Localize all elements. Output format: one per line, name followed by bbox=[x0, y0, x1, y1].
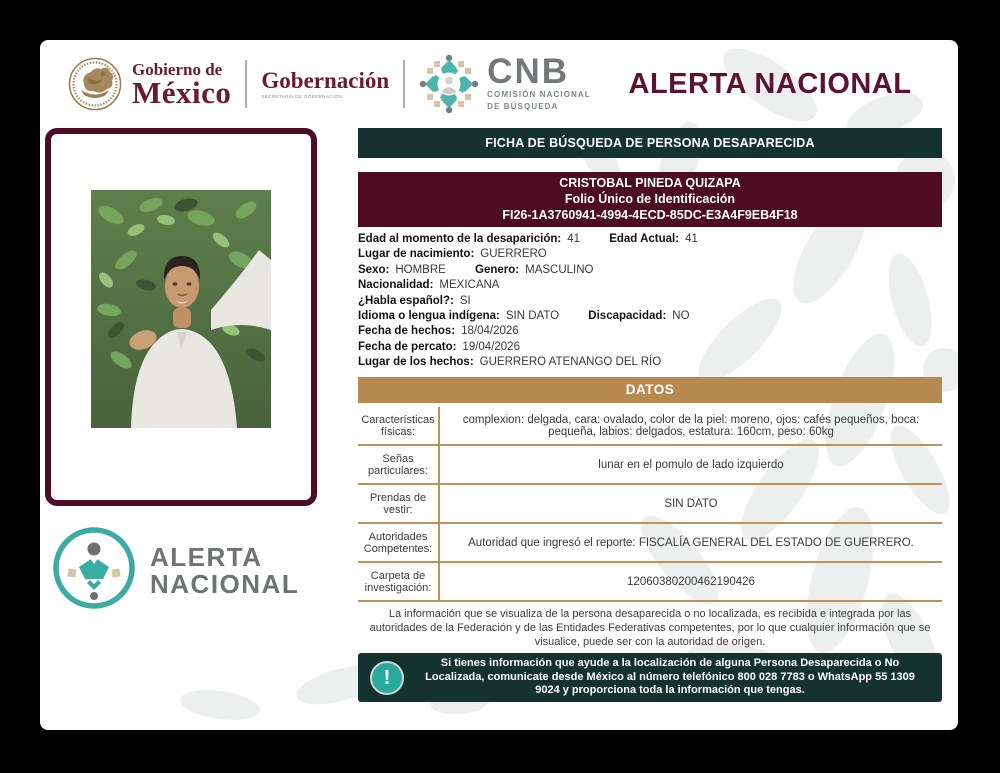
gobierno-logo-line2: México bbox=[132, 75, 232, 110]
exclamation-icon: ! bbox=[370, 661, 404, 695]
label-discapacidad: Discapacidad: bbox=[588, 310, 667, 323]
value-edad-actual: 41 bbox=[685, 233, 698, 245]
missing-person-photo bbox=[91, 190, 271, 428]
ficha-card bbox=[40, 40, 958, 730]
contact-alert-text: Si tienes información que ayude a la localización de alguna Persona Desaparecida o No Localizada, comunicate desde México al número telefónico 800 028 7783 o WhatsApp 55 1309 9024 y proporciona toda la información que tengas. bbox=[425, 657, 915, 697]
detail-line bbox=[358, 340, 942, 355]
gobernacion-title: Gobernación bbox=[261, 68, 390, 93]
table-row bbox=[358, 485, 942, 524]
detail-line bbox=[358, 247, 942, 262]
alerta-nacional-logo bbox=[52, 526, 352, 610]
alerta-logo-line2: NACIONAL bbox=[150, 569, 300, 599]
detail-line bbox=[358, 309, 942, 324]
cnb-org-line2: DE BÚSQUEDA bbox=[487, 102, 559, 111]
value-sexo: HOMBRE bbox=[395, 263, 446, 276]
gobierno-logo-line1: Gobierno de bbox=[132, 60, 223, 79]
detail-line bbox=[358, 294, 942, 309]
person-name-bar bbox=[358, 172, 942, 227]
row-label-prendas: Prendas de vestir: bbox=[358, 485, 440, 522]
detail-line bbox=[358, 355, 942, 370]
label-idioma-indigena: Idioma o lengua indígena: bbox=[358, 310, 500, 323]
disclaimer-text: La información que se visualiza de la persona desaparecida o no localizada, es recibida e integrada por las autoridades de la Federación y de las Entidades Federativas competentes, por lo que cualquier información que se visualice, puede ser con la autoridad de origen. bbox=[369, 608, 931, 648]
header bbox=[40, 40, 958, 128]
detail-line bbox=[358, 232, 942, 247]
ficha-title-bar: FICHA DE BÚSQUEDA DE PERSONA DESAPARECIDA bbox=[358, 128, 942, 158]
label-fecha-percato: Fecha de percato: bbox=[358, 340, 457, 353]
gobernacion-logo bbox=[261, 69, 389, 99]
cnb-people-icon bbox=[419, 54, 479, 114]
row-value-prendas: SIN DATO bbox=[664, 497, 718, 510]
gobierno-de-mexico-logo bbox=[68, 57, 231, 111]
datos-header-bar: DATOS bbox=[358, 377, 942, 403]
header-divider bbox=[403, 60, 405, 108]
detail-line bbox=[358, 278, 942, 293]
mexico-eagle-seal-icon bbox=[68, 57, 122, 111]
value-fecha-percato: 19/04/2026 bbox=[462, 340, 520, 353]
gobierno-logo-text bbox=[132, 60, 232, 110]
table-row bbox=[358, 446, 942, 485]
value-habla-espanol: SI bbox=[459, 294, 471, 307]
alerta-logo-line1: ALERTA bbox=[150, 542, 263, 572]
contact-alert-box bbox=[358, 653, 942, 702]
gobernacion-subtitle: SECRETARÍA DE GOBERNACIÓN bbox=[261, 94, 343, 99]
value-nacionalidad: MEXICANA bbox=[439, 279, 500, 292]
folio-value: FI26-1A3760941-4994-4ECD-85DC-E3A4F9EB4F18 bbox=[502, 208, 798, 222]
label-lugar-nacimiento: Lugar de nacimiento: bbox=[358, 248, 475, 261]
page-title: ALERTA NACIONAL bbox=[628, 68, 912, 100]
cnb-org-line1: COMISIÓN NACIONAL bbox=[487, 90, 591, 99]
row-value-caracteristicas: complexion: delgada, cara: ovalado, color de la piel: moreno, ojos: cafés pequeños, boca: pequeña, labios: delgados, estatura: 160cm, peso: 60kg bbox=[462, 413, 920, 438]
alerta-nacional-circle-icon bbox=[52, 526, 136, 610]
table-row bbox=[358, 407, 942, 446]
label-genero: Genero: bbox=[475, 263, 520, 276]
row-value-carpeta: 12060380200462190426 bbox=[627, 575, 755, 588]
label-edad-actual: Edad Actual: bbox=[609, 233, 680, 245]
row-label-autoridades: Autoridades Competentes: bbox=[358, 524, 440, 561]
value-discapacidad: NO bbox=[672, 310, 690, 323]
value-fecha-hechos: 18/04/2026 bbox=[461, 325, 519, 338]
value-edad-desaparicion: 41 bbox=[567, 233, 581, 245]
row-value-autoridades: Autoridad que ingresó el reporte: FISCALÍA GENERAL DEL ESTADO DE GUERRERO. bbox=[468, 536, 914, 549]
label-edad-desaparicion: Edad al momento de la desaparición: bbox=[358, 233, 562, 245]
header-divider bbox=[245, 60, 247, 108]
table-row bbox=[358, 563, 942, 602]
label-lugar-hechos: Lugar de los hechos: bbox=[358, 356, 474, 369]
row-value-senas: lunar en el pomulo de lado izquierdo bbox=[598, 458, 784, 471]
row-label-senas: Señas particulares: bbox=[358, 446, 440, 483]
cnb-acronym: CNB bbox=[487, 52, 569, 91]
value-lugar-hechos: GUERRERO ATENANGO DEL RÍO bbox=[479, 356, 662, 369]
value-lugar-nacimiento: GUERRERO bbox=[480, 248, 547, 261]
folio-label: Folio Único de Identificación bbox=[564, 192, 736, 206]
cnb-logo bbox=[419, 54, 591, 114]
label-fecha-hechos: Fecha de hechos: bbox=[358, 325, 456, 338]
table-row bbox=[358, 524, 942, 563]
value-genero: MASCULINO bbox=[525, 263, 594, 276]
row-label-carpeta: Carpeta de investigación: bbox=[358, 563, 440, 600]
value-idioma-indigena: SIN DATO bbox=[505, 310, 560, 323]
cnb-logo-text bbox=[487, 52, 591, 111]
label-habla-espanol: ¿Habla español?: bbox=[358, 294, 454, 307]
label-nacionalidad: Nacionalidad: bbox=[358, 279, 434, 292]
alerta-nacional-logo-text bbox=[150, 544, 299, 598]
row-label-caracteristicas: Características físicas: bbox=[358, 407, 440, 444]
datos-table bbox=[358, 407, 942, 602]
person-details bbox=[358, 232, 942, 371]
label-sexo: Sexo: bbox=[358, 263, 390, 276]
photo-frame bbox=[45, 128, 317, 506]
detail-line bbox=[358, 263, 942, 278]
person-name: CRISTOBAL PINEDA QUIZAPA bbox=[559, 176, 741, 190]
detail-line bbox=[358, 324, 942, 339]
